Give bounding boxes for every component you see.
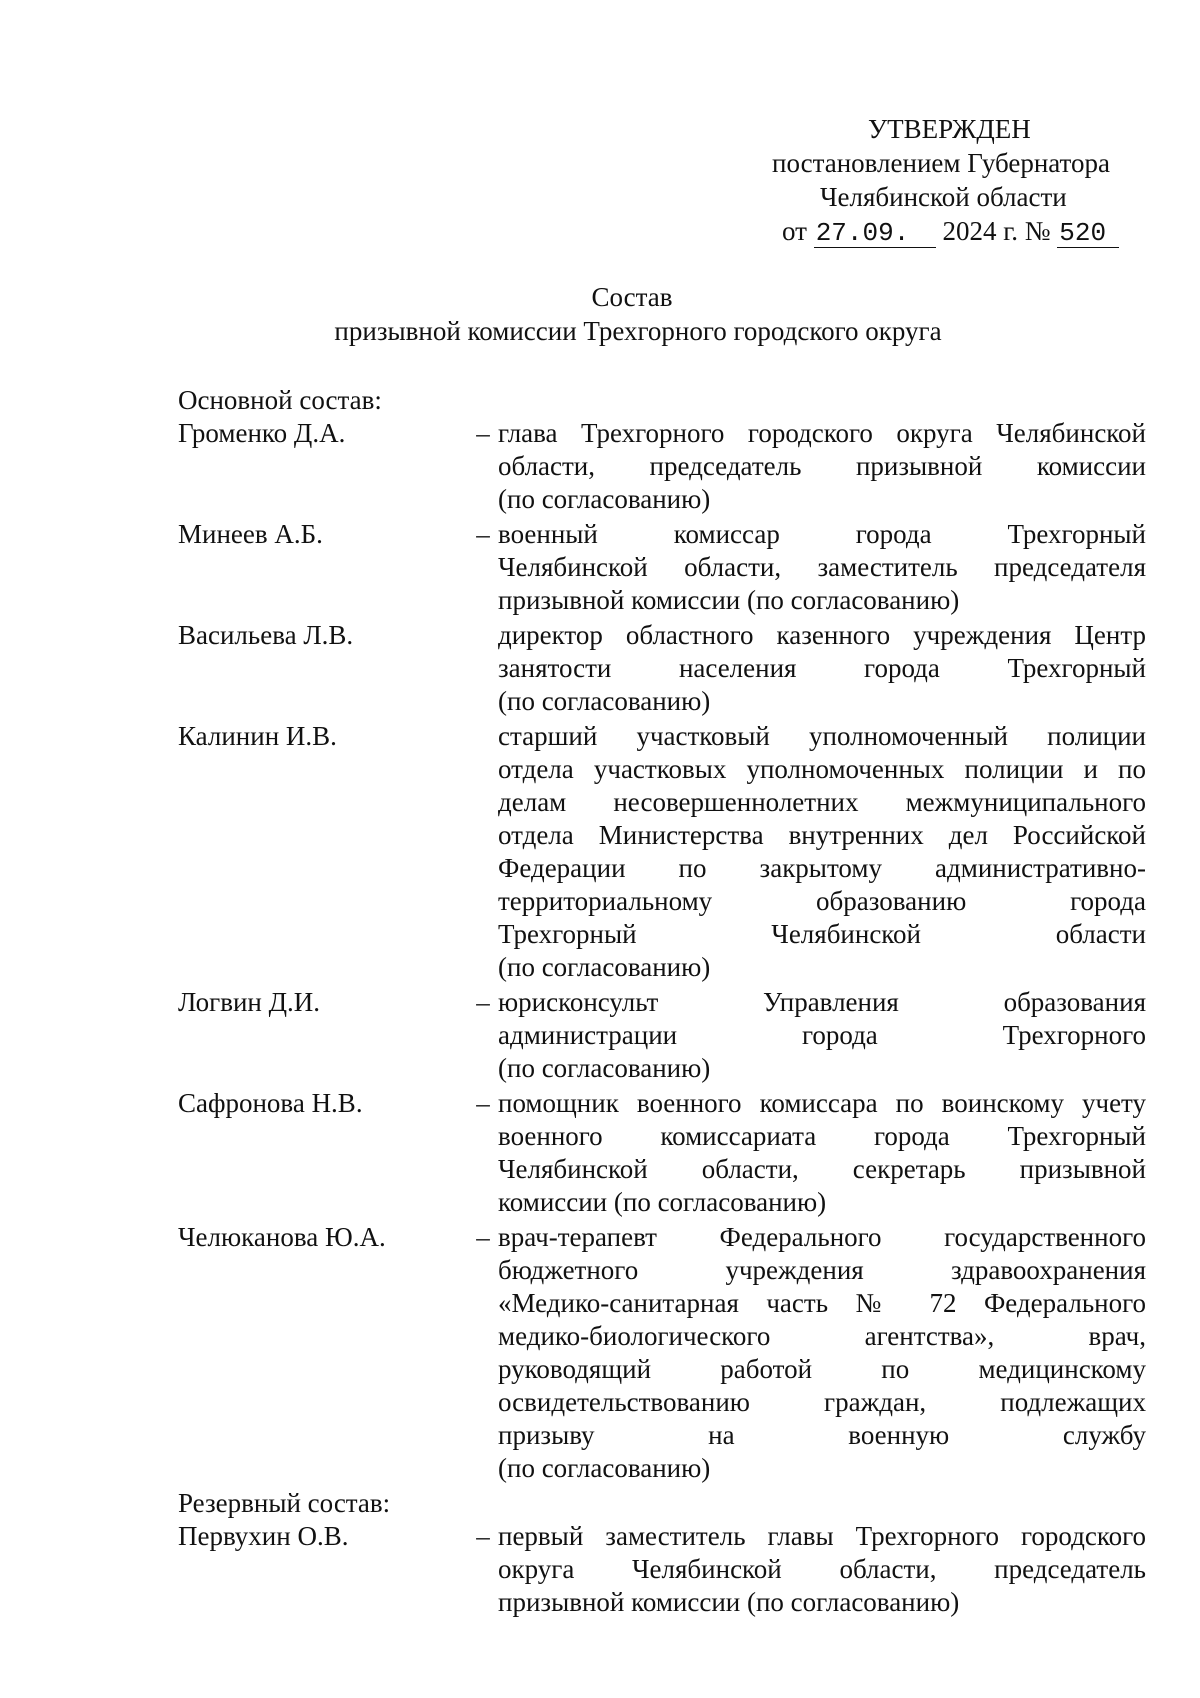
member-dash: – (476, 1088, 490, 1118)
member-dash: – (476, 987, 490, 1017)
member-dash: – (476, 1521, 490, 1551)
decree-label: постановлением Губернатора (772, 148, 1110, 178)
member-row (178, 619, 1158, 718)
member-row (178, 1221, 1158, 1485)
description-line: первый заместитель главы Трехгорного городского (498, 1521, 1146, 1551)
member-description (498, 1221, 1146, 1485)
reserve-members-group (178, 1520, 1158, 1621)
member-name: Минеев А.Б. (178, 519, 323, 549)
description-line: (по согласованию) (498, 952, 711, 982)
member-row (178, 417, 1158, 516)
description-line: глава Трехгорного городского округа Челябинской (498, 418, 1146, 448)
description-line: призывной комиссии (по согласованию) (498, 585, 960, 615)
member-name: Первухин О.В. (178, 1521, 349, 1551)
approved-label: УТВЕРЖДЕН (868, 114, 1031, 144)
description-line: освидетельствованию граждан, подлежащих (498, 1387, 1146, 1417)
description-line: территориальному образованию города (498, 886, 1146, 916)
description-line: старший участковый уполномоченный полиции (498, 721, 1146, 751)
member-row (178, 986, 1158, 1085)
member-name: Калинин И.В. (178, 721, 337, 751)
description-line: призывной комиссии (по согласованию) (498, 1587, 960, 1617)
description-line: отдела участковых уполномоченных полиции и по (498, 754, 1146, 784)
decree-number: 520 (1057, 219, 1119, 248)
member-description (498, 1520, 1146, 1619)
member-dash: – (476, 1222, 490, 1252)
description-line: (по согласованию) (498, 1053, 711, 1083)
approval-block (700, 112, 1170, 248)
member-description (498, 417, 1146, 516)
member-name: Логвин Д.И. (178, 987, 321, 1017)
main-section-label: Основной состав: (178, 385, 382, 415)
description-line: занятости населения города Трехгорный (498, 653, 1146, 683)
member-row (178, 720, 1158, 984)
description-line: администрации города Трехгорного (498, 1020, 1146, 1050)
description-line: Трехгорный Челябинской области (498, 919, 1146, 949)
reserve-section-label: Резервный состав: (178, 1488, 391, 1518)
member-description (498, 986, 1146, 1085)
decree-date: 27.09. (814, 219, 936, 248)
member-description (498, 720, 1146, 984)
row-gap (178, 1619, 1158, 1621)
member-name: Сафронова Н.В. (178, 1088, 363, 1118)
description-line: Челябинской области, секретарь призывной (498, 1154, 1146, 1184)
description-line: директор областного казенного учреждения Центр (498, 620, 1146, 650)
description-line: округа Челябинской области, председатель (498, 1554, 1146, 1584)
description-line: Челябинской области, заместитель председателя (498, 552, 1146, 582)
members-list (178, 384, 1158, 1621)
description-line: военный комиссар города Трехгорный (498, 519, 1146, 549)
description-line: военного комиссариата города Трехгорный (498, 1121, 1146, 1151)
description-line: бюджетного учреждения здравоохранения (498, 1255, 1146, 1285)
description-line: (по согласованию) (498, 1453, 711, 1483)
description-line: комиссии (по согласованию) (498, 1187, 827, 1217)
member-description (498, 518, 1146, 617)
description-line: помощник военного комиссара по воинскому учету (498, 1088, 1146, 1118)
member-dash: – (476, 519, 490, 549)
description-line: Федерации по закрытому административно- (498, 853, 1146, 883)
description-line: призыву на военную службу (498, 1420, 1146, 1450)
description-line: медико-биологического агентства», врач, (498, 1321, 1146, 1351)
member-name: Челюканова Ю.А. (178, 1222, 386, 1252)
member-row (178, 1087, 1158, 1219)
description-line: (по согласованию) (498, 484, 711, 514)
member-name: Васильева Л.В. (178, 620, 354, 650)
member-dash: – (476, 418, 490, 448)
title-line-1: Состав (591, 282, 673, 312)
description-line: области, председатель призывной комиссии (498, 451, 1146, 481)
region-label: Челябинской области (820, 182, 1067, 212)
description-line: юрисконсульт Управления образования (498, 987, 1146, 1017)
description-line: (по согласованию) (498, 686, 711, 716)
member-name: Громенко Д.А. (178, 418, 346, 448)
description-line: отдела Министерства внутренних дел Российской (498, 820, 1146, 850)
description-line: врач-терапевт Федерального государственного (498, 1222, 1146, 1252)
title-line-2: призывной комиссии Трехгорного городского округа (334, 316, 942, 346)
member-row (178, 1520, 1158, 1619)
description-line: делам несовершеннолетних межмуниципального (498, 787, 1146, 817)
description-line: руководящий работой по медицинскому (498, 1354, 1146, 1384)
decree-year-number-label: 2024 г. № (942, 216, 1051, 246)
decree-date-line (700, 214, 1170, 248)
member-row (178, 518, 1158, 617)
member-description (498, 619, 1146, 718)
from-prefix: от (782, 216, 807, 246)
document-title (0, 280, 1200, 348)
member-description (498, 1087, 1146, 1219)
description-line: «Медико-санитарная часть № 72 Федерального (498, 1288, 1146, 1318)
main-members-group (178, 417, 1158, 1487)
